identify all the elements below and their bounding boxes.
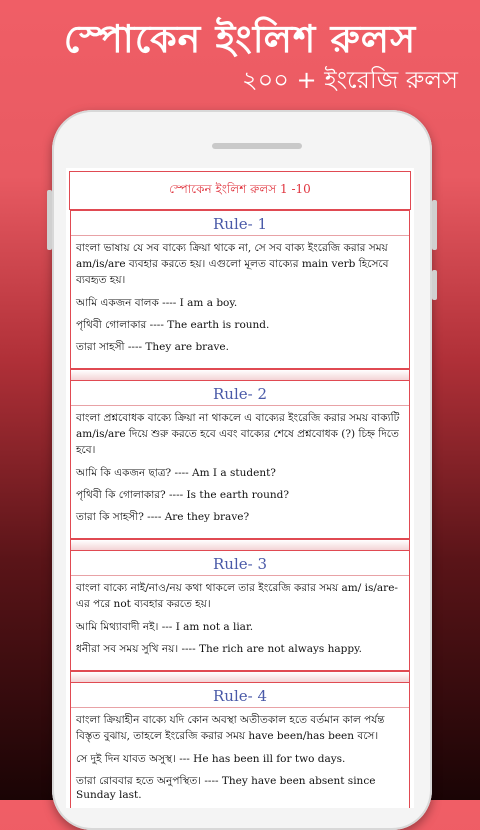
phone-speaker: [212, 143, 302, 149]
rule-card[interactable]: [70, 380, 410, 539]
rule-description: বাংলা বাক্যে নাই/নাও/নয় কথা থাকলে তার ইংরেজি করার সময় am/ is/are-এর পরে not ব্যবহার করতে হয়।: [76, 582, 398, 610]
rule-body: [71, 406, 409, 538]
rule-example: আমি একজন বালক ---- I am a boy.: [76, 297, 238, 309]
rule-title: Rule- 1: [71, 211, 409, 236]
rules-header: [69, 171, 411, 210]
rule-card[interactable]: [70, 682, 410, 808]
rule-separator: [70, 671, 410, 682]
promo-title: স্পোকেন ইংলিশ রুলস: [63, 17, 417, 61]
rule-example: আমি কি একজন ছাত্র? ---- Am I a student?: [76, 467, 276, 479]
rule-example: পৃথিবী গোলাকার ---- The earth is round.: [76, 319, 270, 331]
rule-example: তারা কি সাহসী? ---- Are they brave?: [76, 511, 250, 523]
rule-separator: [70, 539, 410, 550]
rule-example: পৃথিবী কি গোলাকার? ---- Is the earth round?: [76, 489, 289, 501]
rule-body: [71, 576, 409, 670]
rule-description: বাংলা প্রশ্নবোধক বাক্যে ক্রিয়া না থাকলে এ বাক্যের ইংরেজি করার সময় বাক্যটি am/is/are দিয়ে শুরু করতে হবে এবং বাক্যের শেষে প্রশ্নবোধক (?) চিহ্ন দিতে হবে।: [76, 412, 400, 456]
phone-side-button: [47, 190, 52, 250]
rule-separator: [70, 369, 410, 380]
phone-side-button: [432, 200, 437, 250]
rule-body: [71, 708, 409, 808]
rule-card[interactable]: [70, 550, 410, 671]
rule-description: বাংলা ক্রিয়াহীন বাক্যে যদি কোন অবস্থা অতীতকাল হতে বর্তমান কাল পর্যন্ত বিস্তৃত বুঝায়, তাহলে ইংরেজি করার সময় have been/has been বসে।: [76, 714, 385, 742]
rule-title: Rule- 4: [71, 683, 409, 708]
promo-subtitle: ২০০ + ইংরেজি রুলস: [242, 66, 458, 94]
rule-card[interactable]: [70, 210, 410, 369]
rule-example: আমি মিথ্যাবাদী নই। --- I am not a liar.: [76, 621, 254, 633]
rule-example: ধনীরা সব সময় সুখি নয়। ---- The rich are not always happy.: [76, 643, 362, 655]
rule-example: তারা সাহসী ---- They are brave.: [76, 341, 229, 353]
rule-title: Rule- 3: [71, 551, 409, 576]
rule-title: Rule- 2: [71, 381, 409, 406]
rule-example: সে দুই দিন যাবত অসুস্থ। --- He has been ill for two days.: [76, 753, 346, 765]
rule-body: [71, 236, 409, 368]
rules-header-title: স্পোকেন ইংলিশ রুলস 1 -10: [169, 181, 311, 196]
rule-example: তারা রোববার হতে অনুপস্থিত। ---- They have been absent since Sunday last.: [76, 775, 376, 801]
phone-side-button: [432, 270, 437, 300]
app-screen[interactable]: [66, 168, 414, 808]
rule-description: বাংলা ভাষায় যে সব বাক্যে ক্রিয়া থাকে না, সে সব বাক্য ইংরেজি করার সময় am/is/are ব্যবহার করতে হয়। এগুলো মূলত বাক্যের main verb হিসেবে ব্যবহৃত হয়।: [76, 242, 389, 286]
